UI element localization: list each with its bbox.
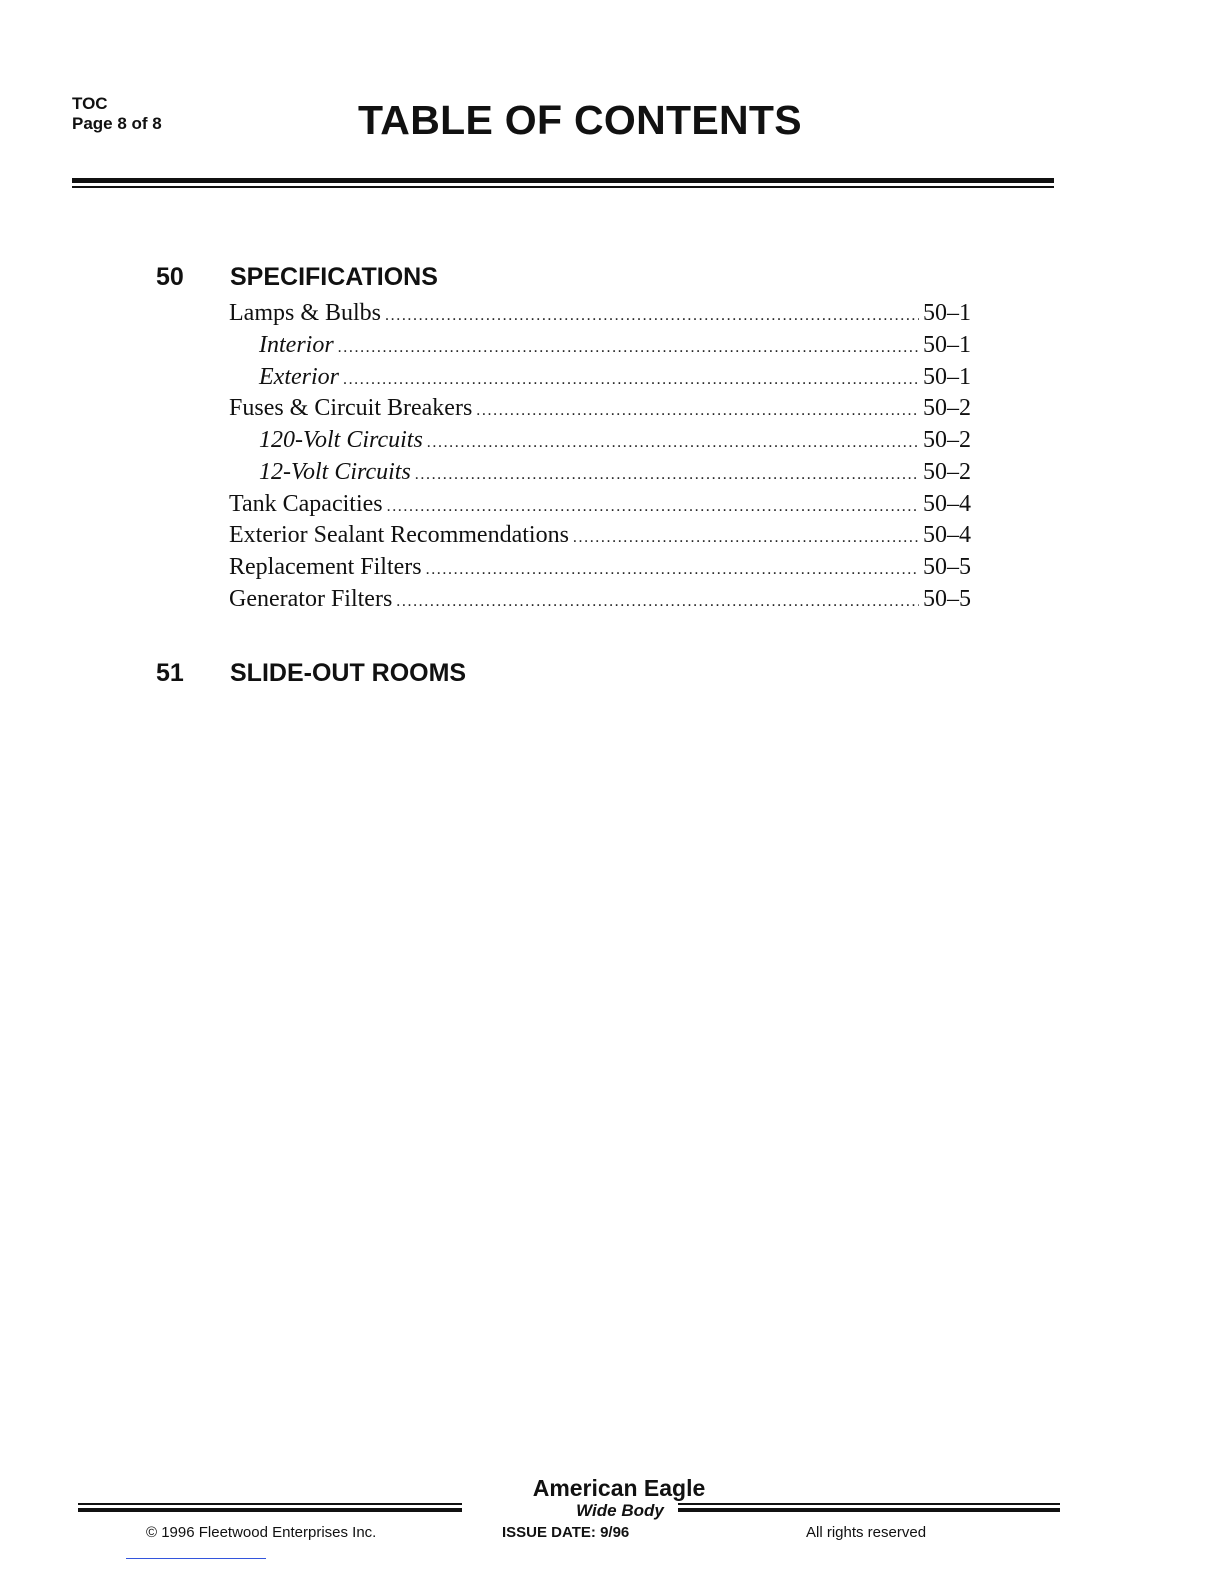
toc-entry-label: Tank Capacities (229, 490, 383, 517)
footer-brand: American Eagle (532, 1475, 706, 1501)
toc-entry-page: 50–4 (923, 522, 971, 549)
footer-left-rule-thick (78, 1508, 462, 1512)
section-number: 51 (156, 659, 184, 687)
toc-entry-page: 50–5 (923, 585, 971, 612)
toc-entry-page: 50–1 (923, 300, 971, 326)
header-divider-thick (72, 178, 1054, 183)
toc-subentry (229, 330, 971, 362)
dot-leader (476, 395, 919, 427)
section-title: SLIDE-OUT ROOMS (230, 659, 467, 687)
toc-subentry (229, 457, 971, 489)
section-title: SPECIFICATIONS (230, 263, 438, 291)
dot-leader (385, 300, 919, 332)
dot-leader (426, 554, 919, 586)
toc-entry (229, 552, 971, 584)
toc-entry-page: 50–2 (923, 395, 971, 422)
dot-leader (396, 586, 919, 618)
toc-entry-label: Fuses & Circuit Breakers (229, 395, 473, 422)
toc-entry-page: 50–5 (923, 554, 971, 580)
dot-leader (415, 459, 919, 491)
dot-leader (573, 522, 919, 554)
dot-leader (343, 364, 919, 396)
dot-leader (338, 332, 919, 364)
section-number: 50 (156, 263, 184, 291)
toc-entry (229, 584, 971, 616)
header-divider-thin (72, 186, 1054, 188)
toc-entry-page: 50–4 (923, 490, 971, 517)
toc-entry-label: 12-Volt Circuits (259, 458, 411, 485)
toc-entry-page: 50–1 (923, 363, 971, 390)
link-underline (126, 1558, 266, 1559)
dot-leader (427, 427, 919, 459)
toc-entry-page: 50–2 (923, 427, 971, 453)
header-left-block (72, 94, 162, 134)
toc-entry-label: 120-Volt Circuits (259, 427, 423, 453)
toc-entry (229, 393, 971, 425)
toc-entry (229, 520, 971, 552)
toc-entry-label: Exterior Sealant Recommendations (229, 522, 569, 549)
toc-entry (229, 298, 971, 330)
footer-right-rule-thick (678, 1508, 1060, 1512)
toc-entry-label: Exterior (259, 363, 339, 390)
footer-copyright: © 1996 Fleetwood Enterprises Inc. (146, 1524, 377, 1541)
toc-entry-list (229, 298, 971, 616)
toc-subentry (229, 362, 971, 394)
toc-subentry (229, 425, 971, 457)
toc-entry-label: Interior (259, 331, 334, 358)
toc-entry-page: 50–1 (923, 331, 971, 358)
doc-code: TOC (72, 94, 108, 113)
toc-entry-label: Generator Filters (229, 585, 393, 612)
toc-entry-page: 50–2 (923, 458, 971, 485)
footer-rights: All rights reserved (806, 1524, 927, 1541)
dot-leader (387, 491, 919, 523)
footer-right-rule-thin (678, 1503, 1060, 1505)
page-title: TABLE OF CONTENTS (358, 97, 802, 143)
footer-issue-date: ISSUE DATE: 9/96 (502, 1524, 630, 1541)
footer-left-rule-thin (78, 1503, 462, 1505)
toc-entry-label: Replacement Filters (229, 554, 422, 580)
toc-entry (229, 489, 971, 521)
toc-entry-label: Lamps & Bulbs (229, 300, 382, 326)
footer-model: Wide Body (576, 1501, 664, 1520)
page-info: Page 8 of 8 (72, 114, 162, 133)
